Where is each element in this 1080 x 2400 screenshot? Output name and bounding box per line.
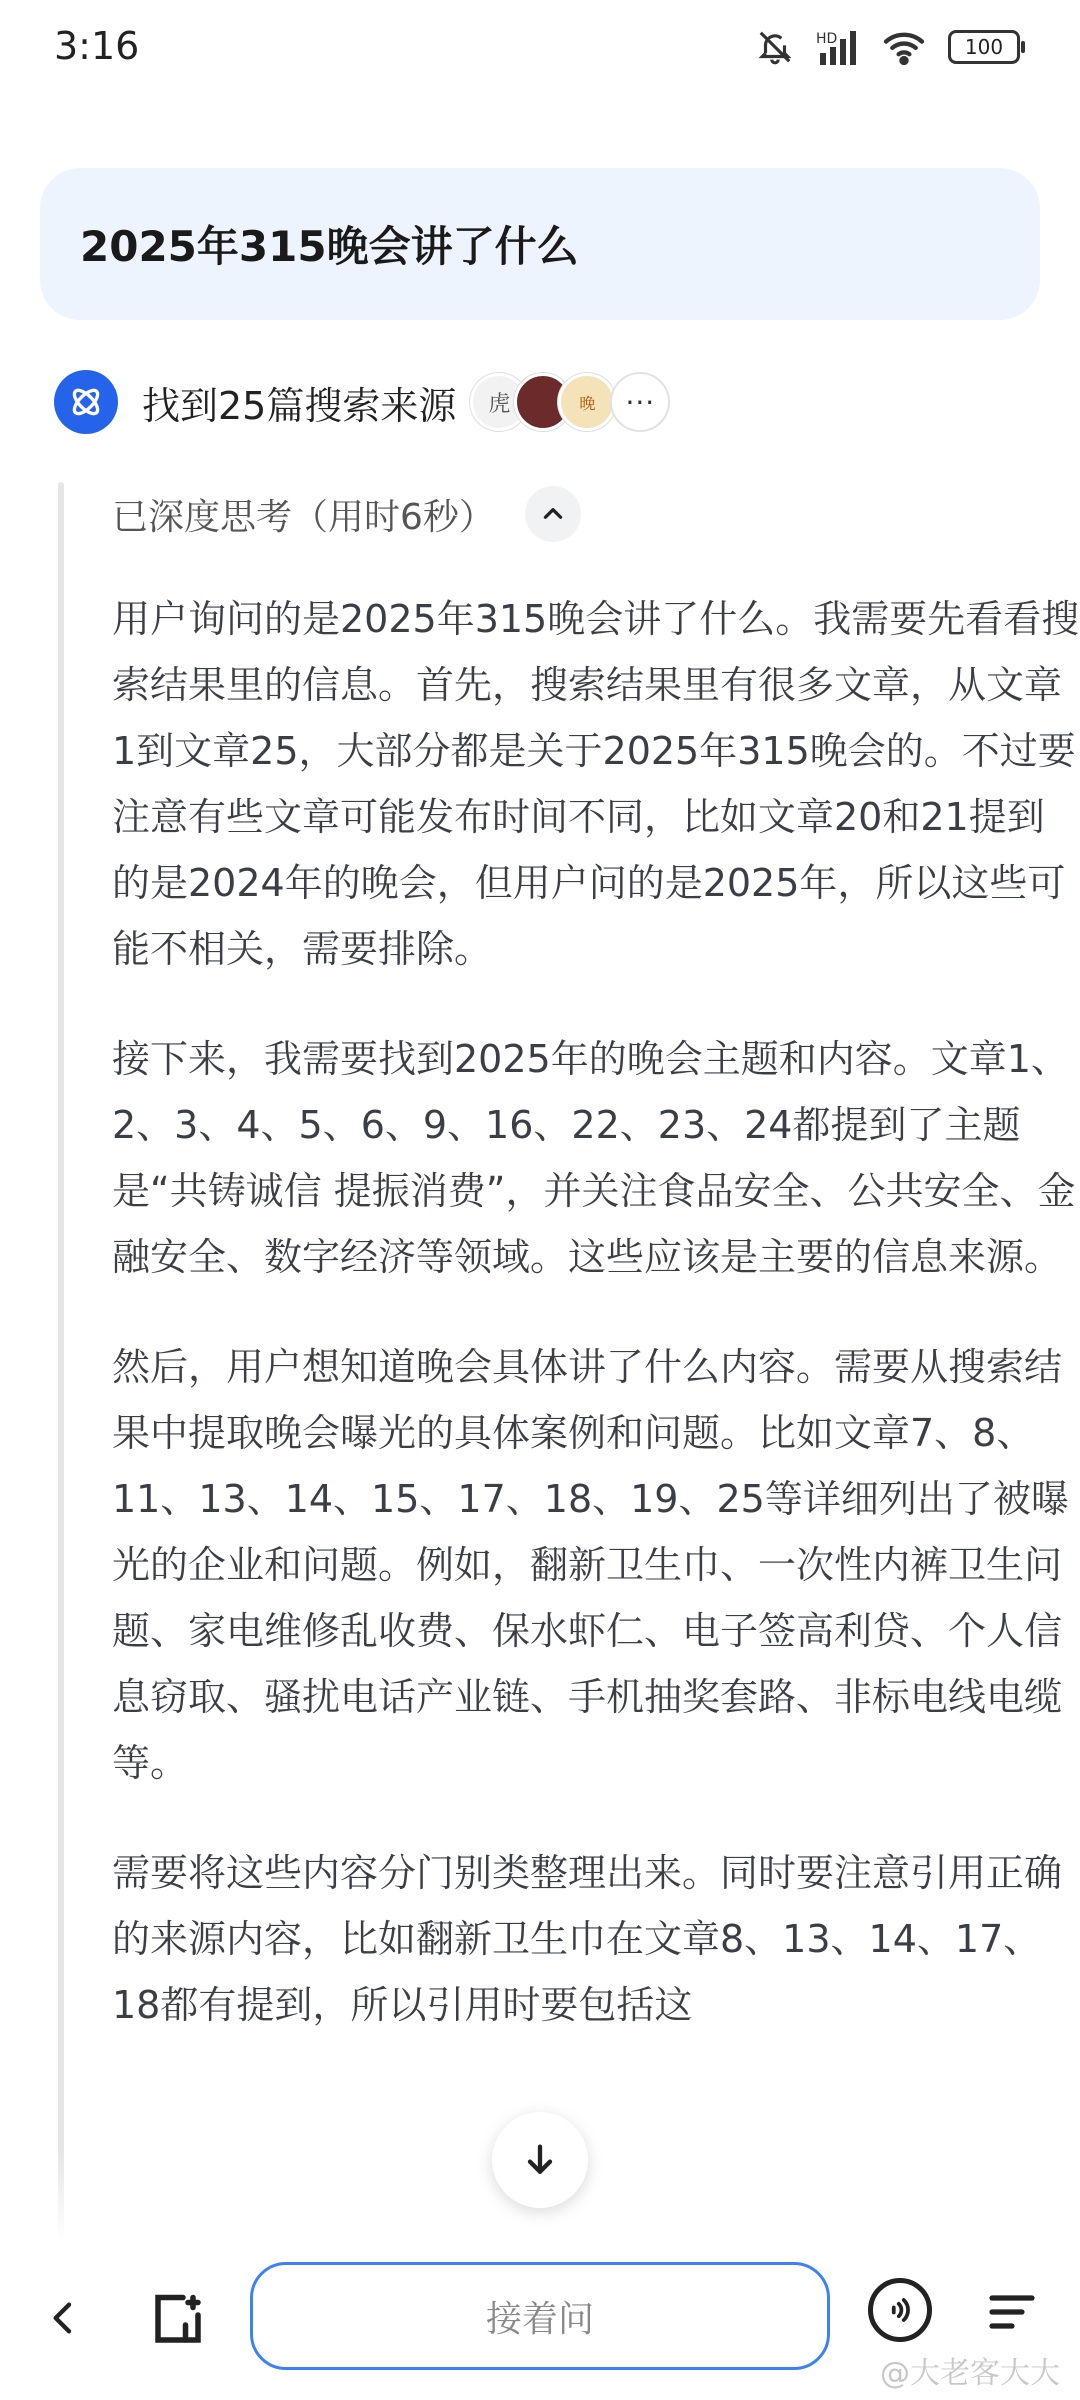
thinking-content: [112, 586, 1080, 2082]
voice-wave-icon: [885, 2295, 915, 2325]
source-thumbnail[interactable]: 晚: [558, 373, 616, 431]
thinking-paragraph: 用户询问的是2025年315晚会讲了什么。我需要先看看搜索结果里的信息。首先，搜索结果里有很多文章，从文章1到文章25，大部分都是关于2025年315晚会的。不过要注意有些文章可能发布时间不同，比如文章20和21提到的是2024年的晚会，但用户问的是2025年，所以这些可能不相关，需要排除。: [112, 597, 1080, 971]
more-sources-button[interactable]: ···: [610, 372, 670, 432]
thinking-paragraph: 接下来，我需要找到2025年的晚会主题和内容。文章1、2、3、4、5、6、9、16、22、23、24都提到了主题是“共铸诚信 提振消费”，并关注食品安全、公共安全、金融安全、数字经济等领域。这些应该是主要的信息来源。: [112, 1037, 1076, 1279]
search-sources-row[interactable]: [54, 370, 670, 434]
follow-up-input[interactable]: 接着问: [250, 2262, 830, 2370]
status-bar: [0, 0, 1080, 100]
thinking-paragraph: 然后，用户想知道晚会具体讲了什么内容。需要从搜索结果中提取晚会曝光的具体案例和问题。比如文章7、8、11、13、14、15、17、18、19、25等详细列出了被曝光的企业和问题。例如，翻新卫生巾、一次性内裤卫生问题、家电维修乱收费、保水虾仁、电子签高利贷、个人信息窃取、骚扰电话产业链、手机抽奖套路、非标电线电缆等。: [112, 1345, 1069, 1785]
status-time: 3:16: [54, 24, 140, 68]
bottom-toolbar: [0, 2242, 1080, 2400]
back-button[interactable]: [44, 2298, 84, 2342]
bell-muted-icon: [756, 28, 794, 66]
menu-button[interactable]: [986, 2288, 1038, 2340]
source-thumbnail[interactable]: 虎: [470, 373, 528, 431]
new-chat-icon: [148, 2290, 208, 2350]
source-thumbnails[interactable]: [470, 372, 670, 432]
user-query-bubble: 2025年315晚会讲了什么: [40, 168, 1040, 320]
collapse-thinking-button[interactable]: [525, 486, 581, 542]
deep-thinking-panel: [58, 482, 1080, 2242]
watermark: @大老客大大: [880, 2356, 1060, 2391]
svg-text:HD: HD: [816, 31, 838, 47]
thinking-header[interactable]: [112, 482, 581, 546]
scroll-down-button[interactable]: [492, 2112, 588, 2208]
menu-lines-icon: [986, 2288, 1038, 2336]
chevron-up-icon: [540, 501, 566, 527]
sources-count-label: 找到25篇搜索来源: [142, 383, 457, 428]
battery-icon: 100: [948, 30, 1020, 64]
chevron-left-icon: [44, 2298, 84, 2338]
voice-call-button[interactable]: [868, 2278, 932, 2342]
signal-icon: [816, 29, 860, 65]
thinking-rail: [58, 482, 64, 2242]
new-chat-button[interactable]: [148, 2290, 208, 2354]
arrow-down-icon: [520, 2140, 560, 2180]
thinking-paragraph: 需要将这些内容分门别类整理出来。同时要注意引用正确的来源内容，比如翻新卫生巾在文章8、13、14、17、18都有提到，所以引用时要包括这: [112, 1851, 1063, 2027]
status-icons: [756, 28, 1020, 66]
wifi-icon: [882, 29, 926, 65]
assistant-logo-icon: [54, 370, 118, 434]
thinking-label: 已深度思考（用时6秒）: [112, 496, 495, 538]
